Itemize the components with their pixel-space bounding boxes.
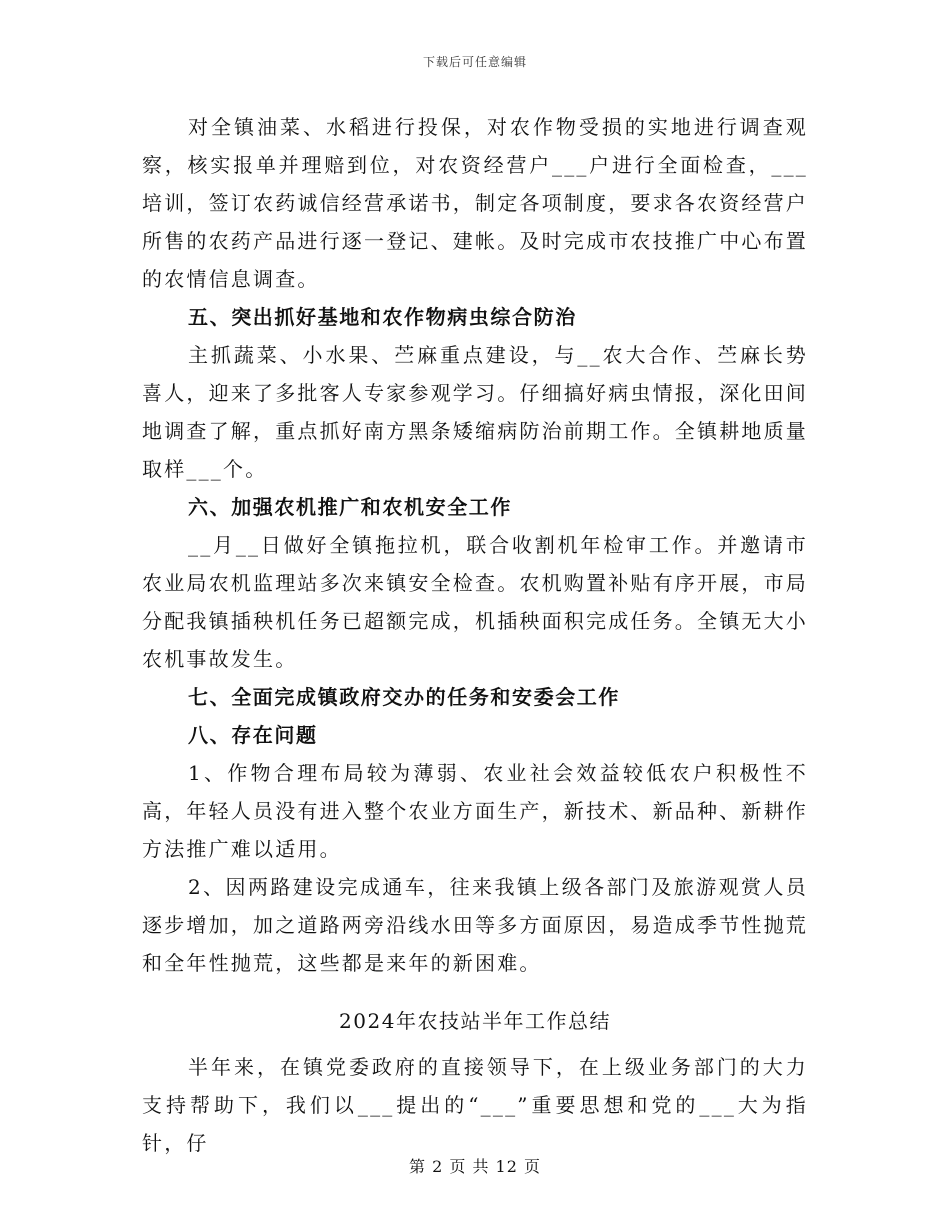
section-heading-5: 五、突出抓好基地和农作物病虫综合防治 [188,305,577,329]
section-heading-6: 六、加强农机推广和农机安全工作 [188,495,512,519]
paragraph-problem-2: 2、因两路建设完成通车，往来我镇上级各部门及旅游观赏人员逐步增加，加之道路两旁沿线水田等多方面原因，易造成季节性抛荒和全年性抛荒，这些都是来年的新困难。 [142,875,808,975]
page-header: 下载后可任意编辑 [422,55,527,69]
section-heading-7: 七、全面完成镇政府交办的任务和安委会工作 [188,685,620,709]
document-title: 2024年农技站半年工作总结 [339,1009,611,1033]
section-heading-8: 八、存在问题 [188,723,318,747]
paragraph-insurance-inspection: 对全镇油菜、水稻进行投保，对农作物受损的实地进行调查观察，核实报单并理赔到位，对农资经营户___户进行全面检查，___培训，签订农药诚信经营承诺书，制定各项制度，要求各农资经营户所售的农药产品进行逐一登记、建帐。及时完成市农技推广中心布置的农情信息调查。 [142,115,808,291]
paragraph-agri-machinery: __月__日做好全镇拖拉机，联合收割机年检审工作。并邀请市农业局农机监理站多次来镇安全检查。农机购置补贴有序开展，市局分配我镇插秧机任务已超额完成，机插秧面积完成任务。全镇无大小农机事故发生。 [142,533,808,671]
paragraph-base-pest-control: 主抓蔬菜、小水果、苎麻重点建设，与__农大合作、苎麻长势喜人，迎来了多批客人专家参观学习。仔细搞好病虫情报，深化田间地调查了解，重点抓好南方黑条矮缩病防治前期工作。全镇耕地质量取样___个。 [142,343,808,481]
document-body [142,108,808,1162]
page-number-footer: 第 2 页 共 12 页 [409,1157,541,1176]
paragraph-problem-1: 1、作物合理布局较为薄弱、农业社会效益较低农户积极性不高，年轻人员没有进入整个农业方面生产，新技术、新品种、新耕作方法推广难以适用。 [142,761,808,861]
paragraph-summary-intro: 半年来，在镇党委政府的直接领导下，在上级业务部门的大力支持帮助下，我们以___提出的“___”重要思想和党的___大为指针，仔 [142,1055,808,1155]
